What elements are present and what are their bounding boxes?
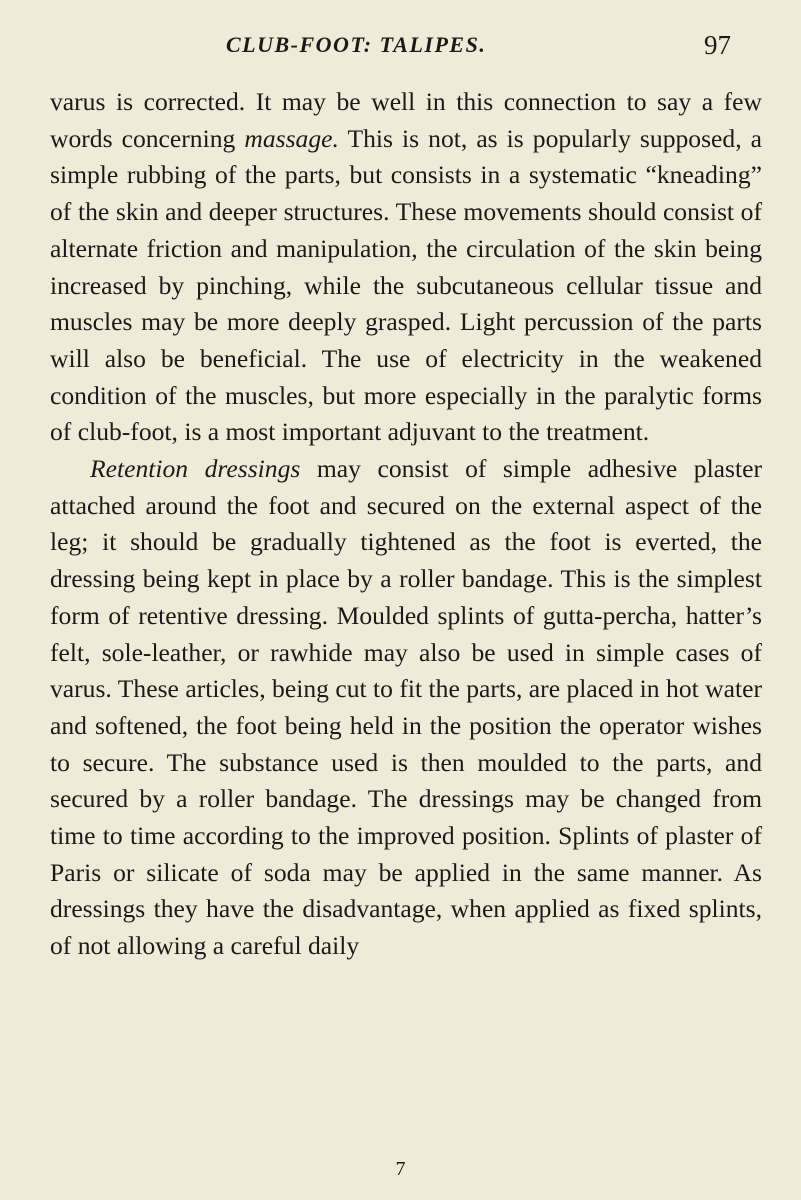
retention-dressings-emphasis: Retention dressings bbox=[90, 454, 301, 484]
running-head-title: CLUB-FOOT: TALIPES. bbox=[226, 32, 487, 57]
massage-emphasis: massage. bbox=[244, 123, 339, 153]
running-head bbox=[0, 14, 801, 60]
body-text bbox=[50, 84, 762, 965]
paragraph-2-text-1: may consist of simple adhesive plaster attached around the foot and secured on the external aspect of the leg; it should be gradually tightened as the foot is everted, the dressing being kept in place by a roller bandage. This is the simplest form of retentive dressing. Moulded splints of gutta-percha, hatter’s felt, sole-leather, or rawhide may also be used in simple cases of varus. These articles, being cut to fit the parts, are placed in hot water and softened, the foot being held in the position the operator wishes to secure. The substance used is then moulded to the parts, and secured by a roller bandage. The dressings may be changed from time to time according to the improved position. Splints of plaster of Paris or silicate of soda may be applied in the same manner. As dressings they have the disadvantage, when applied as fixed splints, of not allowing a careful daily bbox=[50, 454, 762, 961]
paragraph-massage bbox=[50, 84, 762, 451]
paragraph-1-text-2: This is not, as is popularly supposed, a simple rubbing of the parts, but consists in a systematic “kneading” of the skin and deeper structures. These movements should consist of alternate friction and manipulation, the circulation of the skin being increased by pinching, while the subcutaneous cellular tissue and muscles may be more deeply grasped. Light percussion of the parts will also be beneficial. The use of electricity in the weakened condition of the muscles, but more especially in the paralytic forms of club-foot, is a most important adjuvant to the treatment. bbox=[50, 123, 762, 447]
signature-mark: 7 bbox=[395, 1158, 406, 1180]
paragraph-retention-dressings bbox=[50, 451, 762, 965]
paragraph-1-text-1: varus is corrected. It may be well in this connection to say a few words concerning bbox=[50, 87, 762, 153]
page-number: 97 bbox=[704, 30, 731, 60]
